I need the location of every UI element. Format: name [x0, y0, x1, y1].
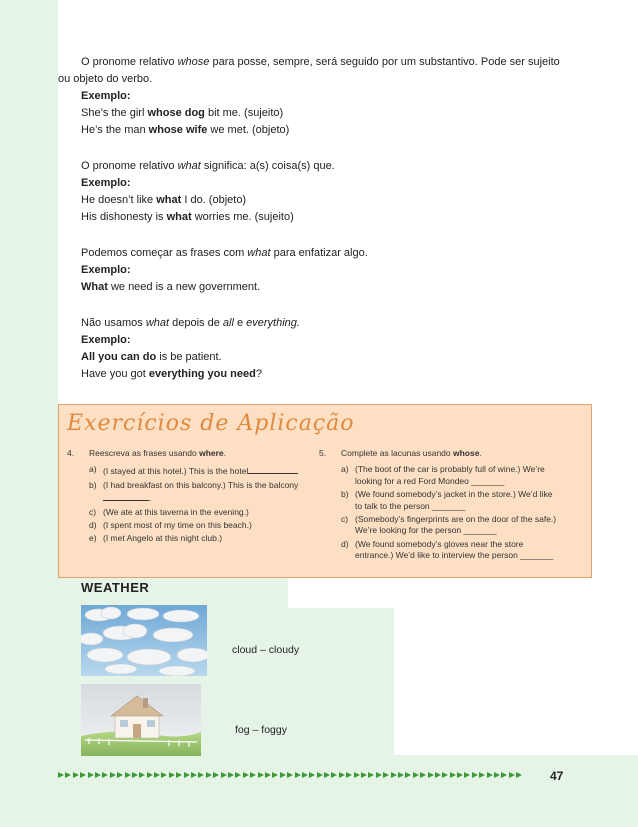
page-number: 47 — [550, 769, 564, 783]
arrow-icon — [457, 772, 463, 778]
exercise-5-prompt: 5. Complete as lacunas usando whose. — [319, 448, 482, 458]
arrow-icon — [73, 772, 79, 778]
exercise-item: c) (We ate at this taverna in the evening.) — [89, 506, 249, 517]
arrow-icon — [258, 772, 264, 778]
arrow-icon — [176, 772, 182, 778]
arrow-icon — [398, 772, 404, 778]
arrow-icon — [243, 772, 249, 778]
arrow-icon — [354, 772, 360, 778]
arrow-icon — [295, 772, 301, 778]
example-label: Exemplo: — [81, 334, 131, 346]
arrow-icon — [125, 772, 131, 778]
whose-rule-line1: O pronome relativo whose para posse, sempre, será seguido por um substantivo. Pode ser sujeito — [81, 56, 560, 68]
all-rule — [81, 315, 581, 383]
arrow-icon — [88, 772, 94, 778]
example-label: Exemplo: — [81, 264, 131, 276]
what-rule — [81, 158, 581, 226]
arrow-icon — [147, 772, 153, 778]
arrow-icon — [428, 772, 434, 778]
arrow-icon — [154, 772, 160, 778]
arrow-icon — [361, 772, 367, 778]
arrow-icon — [58, 772, 64, 778]
cloud-caption: cloud – cloudy — [232, 644, 300, 656]
arrow-icon — [442, 772, 448, 778]
arrow-icon — [383, 772, 389, 778]
exercise-item: b) (I had breakfast on this balcony.) This is the balcony. — [89, 479, 299, 504]
arrow-icon — [302, 772, 308, 778]
example-sentence: She’s the girl whose dog bit me. (sujeito) — [81, 107, 284, 119]
foggy-house-image — [81, 684, 201, 756]
example-label: Exemplo: — [81, 90, 131, 102]
footer-band — [0, 755, 638, 827]
arrow-icon — [221, 772, 227, 778]
example-label: Exemplo: — [81, 177, 131, 189]
weather-title: WEATHER — [81, 580, 150, 595]
example-sentence: His dishonesty is what worries me. (sujeito) — [81, 211, 294, 223]
arrow-icon — [132, 772, 138, 778]
exercise-item: c) (Somebody’s fingerprints are on the door of the safe.) We’re looking for the person _______ — [341, 514, 557, 536]
what-rule-line: O pronome relativo what significa: a(s) coisa(s) que. — [81, 160, 335, 172]
example-sentence: Have you got everything you need? — [81, 368, 262, 380]
arrow-icon — [324, 772, 330, 778]
exercise-item: e) (I met Angelo at this night club.) — [89, 533, 223, 544]
arrow-icon — [391, 772, 397, 778]
arrow-icon — [479, 772, 485, 778]
arrow-icon — [346, 772, 352, 778]
arrow-icon — [420, 772, 426, 778]
whose-rule-line2: ou objeto do verbo. — [58, 73, 153, 85]
exercises-box — [58, 404, 592, 578]
answer-blank[interactable] — [103, 491, 149, 501]
example-sentence: All you can do is be patient. — [81, 351, 222, 363]
arrow-icon — [472, 772, 478, 778]
arrow-row-decoration — [58, 772, 528, 782]
emphasis-rule — [81, 245, 581, 296]
arrow-icon — [191, 772, 197, 778]
arrow-icon — [405, 772, 411, 778]
arrow-icon — [331, 772, 337, 778]
arrow-icon — [235, 772, 241, 778]
arrow-icon — [213, 772, 219, 778]
all-rule-line: Não usamos what depois de all e everything. — [81, 317, 300, 329]
exercise-item: b) (We found somebody’s jacket in the store.) We’d like to talk to the person _______ — [341, 489, 553, 511]
exercise-4-prompt: 4. Reescreva as frases usando where. — [67, 448, 227, 458]
arrow-icon — [228, 772, 234, 778]
arrow-icon — [376, 772, 382, 778]
arrow-icon — [368, 772, 374, 778]
arrow-icon — [272, 772, 278, 778]
arrow-icon — [509, 772, 515, 778]
example-sentence: What we need is a new government. — [81, 281, 261, 293]
fog-icon — [81, 684, 201, 756]
arrow-icon — [80, 772, 86, 778]
arrow-icon — [494, 772, 500, 778]
exercise-item: a) (The boot of the car is probably full of wine.) We’re looking for a red Ford Mondeo _______ — [341, 464, 545, 486]
exercise-item: a) (I stayed at this hotel.) This is the hotel — [67, 464, 307, 477]
emphasis-rule-line: Podemos começar as frases com what para enfatizar algo. — [81, 247, 368, 259]
whose-rule — [58, 54, 588, 139]
arrow-icon — [117, 772, 123, 778]
arrow-icon — [287, 772, 293, 778]
arrow-icon — [250, 772, 256, 778]
arrow-icon — [161, 772, 167, 778]
answer-blank[interactable] — [248, 464, 298, 474]
arrow-icon — [339, 772, 345, 778]
exercise-4 — [67, 448, 307, 545]
arrow-icon — [95, 772, 101, 778]
arrow-icon — [184, 772, 190, 778]
left-margin-band — [0, 0, 58, 827]
arrow-icon — [102, 772, 108, 778]
arrow-icon — [435, 772, 441, 778]
fog-caption: fog – foggy — [235, 724, 287, 736]
exercise-item: d) (I spent most of my time on this beach.) — [89, 520, 252, 531]
example-sentence: He’s the man whose wife we met. (objeto) — [81, 124, 290, 136]
exercises-title: Exercícios de Aplicação — [67, 411, 355, 436]
arrow-icon — [280, 772, 286, 778]
exercise-item: d) (We found somebody’s gloves near the store entrance.) We’d like to interview the person _______ — [341, 538, 554, 561]
arrow-icon — [487, 772, 493, 778]
arrow-icon — [265, 772, 271, 778]
arrow-icon — [516, 772, 522, 778]
arrow-icon — [110, 772, 116, 778]
example-sentence: He doesn’t like what I do. (objeto) — [81, 194, 247, 206]
arrow-icon — [413, 772, 419, 778]
arrow-icon — [464, 772, 470, 778]
arrow-icon — [139, 772, 145, 778]
arrow-icon — [309, 772, 315, 778]
arrow-icon — [501, 772, 507, 778]
cloudy-sky-image — [81, 605, 207, 676]
arrow-icon — [317, 772, 323, 778]
arrow-icon — [198, 772, 204, 778]
arrow-icon — [450, 772, 456, 778]
cloud-icon — [81, 605, 207, 676]
arrow-icon — [206, 772, 212, 778]
arrow-icon — [169, 772, 175, 778]
exercise-5 — [319, 448, 559, 562]
arrow-icon — [65, 772, 71, 778]
